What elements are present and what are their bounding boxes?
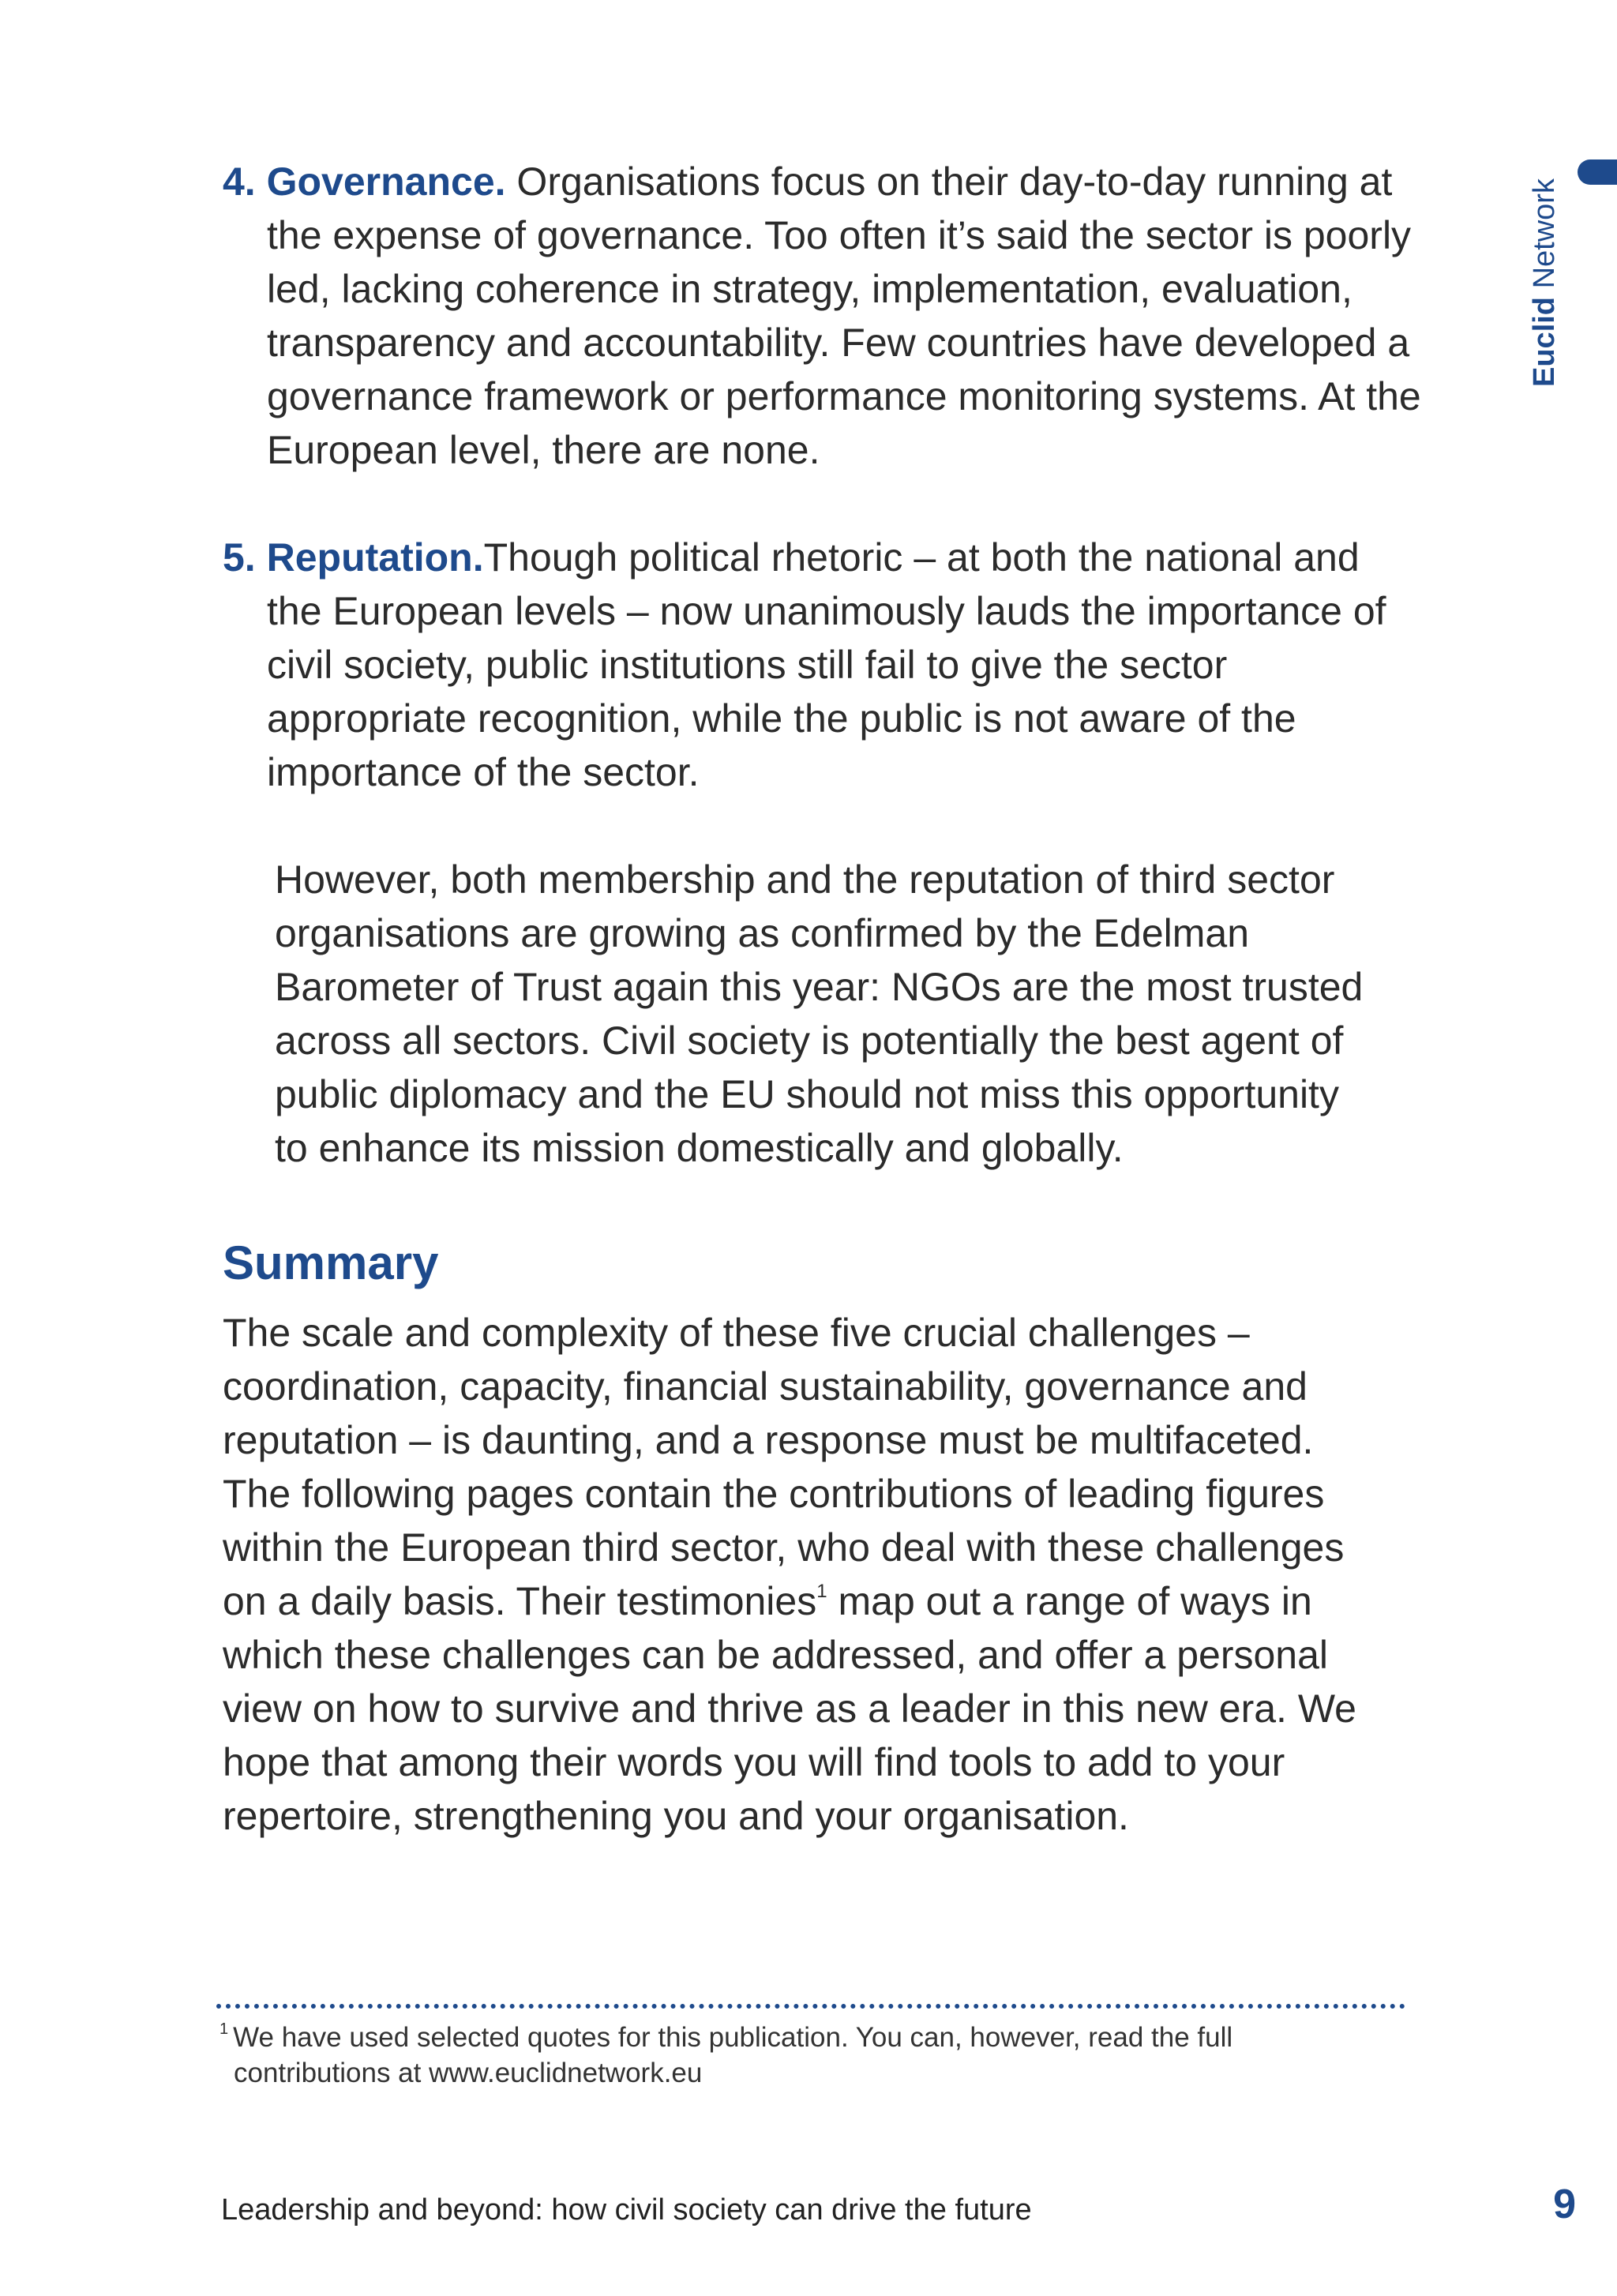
list-item-text: Though political rhetoric – at both the national and the European levels – now unanimously lauds the importance of civil society, public institutions still fail to give the sector appropriate recognition, while the public is not aware of the importance of the sector. xyxy=(267,535,1386,794)
footnote-line2: contributions at www.euclidnetwork.eu xyxy=(234,2058,703,2088)
list-item-number: 5. xyxy=(223,535,256,580)
list-item-lead: Governance. xyxy=(266,159,506,204)
reputation-followup-paragraph: However, both membership and the reputation of third sector organisations are growing as confirmed by the Edelman Barometer of Trust again this year: NGOs are the most trusted across all sectors. Civil society is potentially the best agent of public diplomacy and the EU should not miss this opportunity to enhance its mission domestically and globally. xyxy=(275,857,1364,1170)
brand-name-regular: Network xyxy=(1528,178,1561,289)
footnote-divider xyxy=(216,2004,1405,2009)
brand-vertical-label xyxy=(1527,150,1562,387)
summary-text-part1: The scale and complexity of these five crucial challenges – coordination, capacity, financial sustainability, governance and reputation – is daunting, and a response must be multifaceted. The following pages contain the contributions of leading figures within the European third sector, who deal with these challenges on a daily basis. Their testimonies xyxy=(223,1311,1345,1623)
footnote xyxy=(219,2020,1404,2091)
list-item-text: Organisations focus on their day-to-day running at the expense of governance. Too often it’s said the sector is poorly led, lacking coherence in strategy, implementation, evaluation, transparency and accountability. Few countries have developed a governance framework or performance monitoring systems. At the European level, there are none. xyxy=(267,159,1421,472)
footnote-reference[interactable]: 1 xyxy=(816,1581,827,1602)
list-item-number: 4. xyxy=(223,159,256,204)
brand-name-bold: Euclid xyxy=(1528,296,1561,387)
main-content xyxy=(223,155,1423,1843)
footnote-line1: We have used selected quotes for this publication. You can, however, read the full xyxy=(233,2022,1233,2053)
summary-text-part2: map out a range of ways in which these challenges can be addressed, and offer a personal view on how to survive and thrive as a leader in this new era. We hope that among their words you will find tools to add to your repertoire, strengthening you and your organisation. xyxy=(223,1579,1356,1838)
summary-paragraph xyxy=(223,1306,1391,1843)
summary-heading: Summary xyxy=(223,1236,439,1289)
list-item-lead: Reputation. xyxy=(266,535,484,580)
page-number: 9 xyxy=(1553,2182,1576,2227)
list-item-governance xyxy=(223,155,1423,477)
footnote-number: 1 xyxy=(219,2020,229,2038)
footer-publication-title: Leadership and beyond: how civil society can drive the future xyxy=(221,2193,1032,2227)
section-tab-marker xyxy=(1578,159,1617,185)
list-item-reputation xyxy=(223,531,1423,799)
